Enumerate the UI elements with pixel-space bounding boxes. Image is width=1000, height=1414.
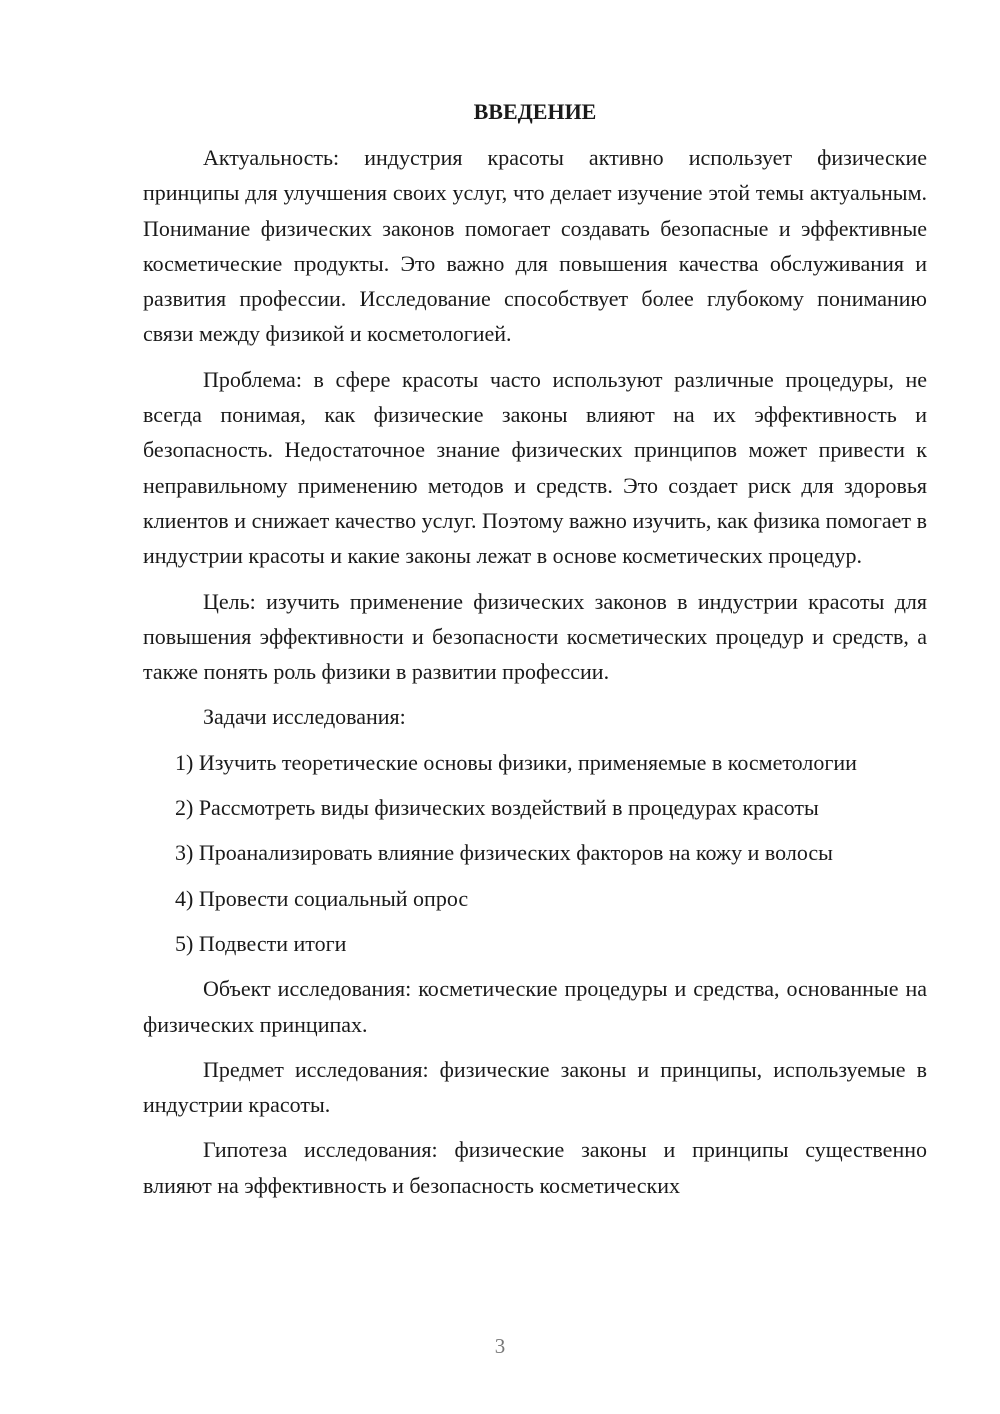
- problem-paragraph: Проблема: в сфере красоты часто используют различные процедуры, не всегда понимая, как физические законы влияют на их эффективность и безопасность. Недостаточное знание физических принципов может привести к неправильному применению методов и средств. Это создает риск для здоровья клиентов и снижает качество услуг. Поэтому важно изучить, как физика помогает в индустрии красоты и какие законы лежат в основе косметических процедур.: [143, 366, 927, 569]
- page-number: 3: [494, 1334, 506, 1358]
- subject-paragraph: Предмет исследования: физические законы и принципы, используемые в индустрии красоты.: [143, 1056, 927, 1118]
- task-item-2: 2) Рассмотреть виды физических воздействий в процедурах красоты: [175, 795, 819, 821]
- section-title: ВВЕДЕНИЕ: [473, 99, 597, 124]
- tasks-heading: Задачи исследования:: [203, 704, 406, 730]
- object-paragraph: Объект исследования: косметические процедуры и средства, основанные на физических принципах.: [143, 976, 927, 1037]
- task-item-4: 4) Провести социальный опрос: [175, 885, 469, 911]
- task-item-5: 5) Подвести итоги: [175, 930, 347, 956]
- relevance-paragraph: Актуальность: индустрия красоты активно использует физические принципы для улучшения своих услуг, что делает изучение этой темы актуальным. Понимание физических законов помогает создавать безопасные и эффективные косметические продукты. Это важно для повышения качества обслуживания и развития профессии. Исследование способствует более глубокому пониманию связи между физикой и косметологией.: [143, 145, 927, 347]
- hypothesis-paragraph: Гипотеза исследования: физические законы и принципы существенно влияют на эффективность и безопасность косметических: [143, 1137, 927, 1198]
- goal-paragraph: Цель: изучить применение физических законов в индустрии красоты для повышения эффективности и безопасности косметических процедур и средств, а также понять роль физики в развитии профессии.: [143, 588, 927, 685]
- task-item-3: 3) Проанализировать влияние физических факторов на кожу и волосы: [175, 840, 833, 866]
- task-item-1: 1) Изучить теоретические основы физики, применяемые в косметологии: [175, 749, 857, 775]
- page-content: [143, 94, 927, 1213]
